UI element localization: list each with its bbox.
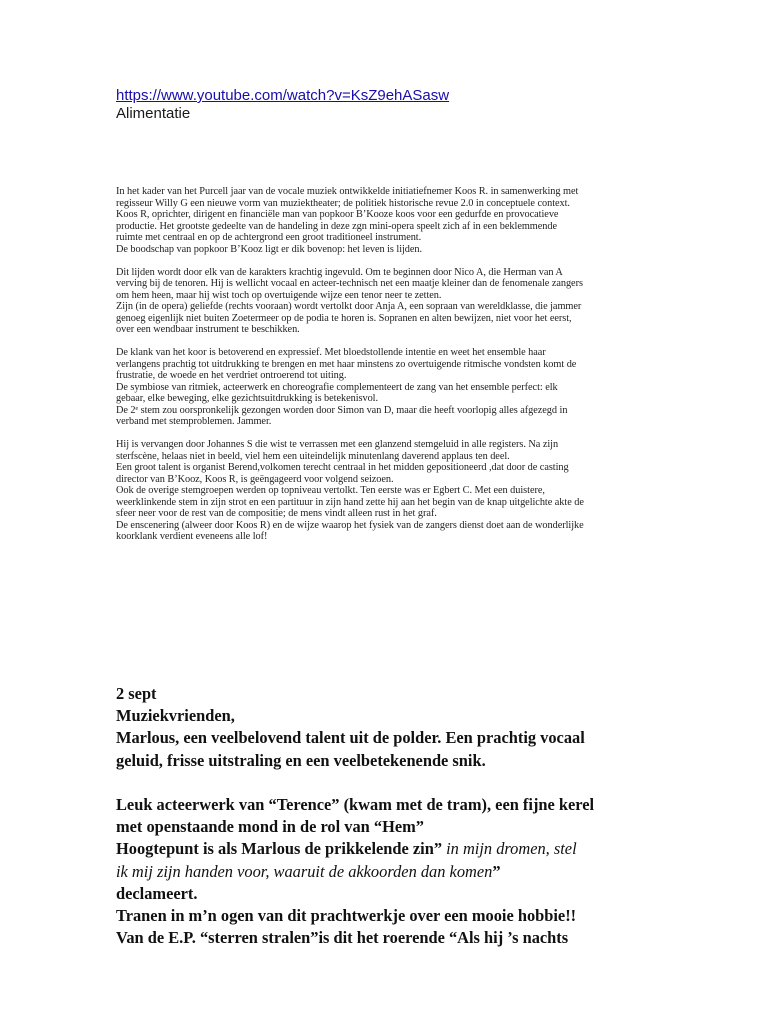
quote-italic: in mijn dromen, stel xyxy=(446,839,577,859)
text-line: Marlous, een veelbelovend talent uit de polder. Een prachtig vocaal xyxy=(116,728,585,748)
paragraph-2 xyxy=(116,267,656,336)
text-line: De symbiose van ritmiek, acteerwerk en choreografie complementeert de zang van het ensemble perfect: elk xyxy=(116,381,558,393)
date-heading: 2 sept xyxy=(116,684,157,703)
text-line: weerklinkende stem in zijn strot en een partituur in zijn hand zette hij aan het begin van de knap uitgelichte akte de xyxy=(116,496,584,508)
text-line: ruimte met centraal en op de achtergrond een groot traditioneel instrument. xyxy=(116,232,422,243)
youtube-link[interactable]: https://www.youtube.com/watch?v=KsZ9ehASasw xyxy=(116,87,450,104)
text-line: declameert. xyxy=(116,883,198,903)
text-line: productie. Het grootste gedeelte van de handeling in deze zgn mini-opera speelt zich af in een beklemmende xyxy=(116,220,558,232)
subtitle-alimentatie: Alimentatie xyxy=(116,105,191,122)
text-line: Een groot talent is organist Berend,volkomen terecht centraal in het midden gepositioneerd ,dat door de casting xyxy=(116,462,569,473)
text-line: De 2ᵉ stem zou oorspronkelijk gezongen worden door Simon van D, maar die heeft voorlopig alles afgezegd in xyxy=(116,404,568,416)
text-line: Zijn (in de opera) geliefde (rechts vooraan) wordt vertolkt door Anja A, een sopraan van wereldklasse, die jammer xyxy=(116,301,582,312)
quote-italic: ik mij zijn handen voor, waaruit de akkoorden dan komen xyxy=(116,861,493,881)
text-line: frustratie, de woede en het verdriet ontroerend tot uiting. xyxy=(116,370,347,381)
text-run: Hoogtepunt is als Marlous de prikkelende zin” xyxy=(116,839,447,859)
text-line: Tranen in m’n ogen van dit prachtwerkje over een mooie hobbie!! xyxy=(116,906,577,926)
text-line: Hij is vervangen door Johannes S die wist te verrassen met een glanzend stemgeluid in alle registers. Na zijn xyxy=(116,439,559,450)
text-line: director van B’Kooz, Koos R, is geëngageerd voor volgend seizoen. xyxy=(116,473,394,485)
paragraph-3 xyxy=(116,347,656,428)
text-line: verband met stemproblemen. Jammer. xyxy=(116,416,272,427)
text-line: gebaar, elke beweging, elke gezichtsuitdrukking is betekenisvol. xyxy=(116,393,379,404)
text-line: om hem heen, maar hij wist toch op overtuigende wijze een tenor neer te zetten. xyxy=(116,289,442,301)
text-line: Van de E.P. “sterren stralen”is dit het roerende “Als hij ’s nachts xyxy=(116,928,569,948)
text-line: sfeer neer voor de rest van de compositie; de mens vindt alleen rust in het graf. xyxy=(116,508,437,519)
text-line: De enscenering (alweer door Koos R) en de wijze waarop het fysiek van de zangers dienst doet aan de wonderlijke xyxy=(116,519,584,531)
text-line: Leuk acteerwerk van “Terence” (kwam met de tram), een fijne kerel xyxy=(116,795,595,814)
text-run: ” xyxy=(492,861,501,881)
review-followup xyxy=(116,683,656,949)
text-line xyxy=(116,861,656,883)
text-line: De klank van het koor is betoverend en expressief. Met bloedstollende intentie en weet het ensemble haar xyxy=(116,347,546,358)
text-line: verlangens prachtig tot uitdrukking te brengen en met haar minstens zo overtuigende ritmische vondsten komt de xyxy=(116,358,577,370)
text-line: regisseur Willy G een nieuwe vorm van muziektheater; de politiek historische revue 2.0 in conceptuele context. xyxy=(116,197,570,209)
paragraph-4 xyxy=(116,439,656,543)
text-line: In het kader van het Purcell jaar van de vocale muziek ontwikkelde initiatiefnemer Koos R. in samenwerking met xyxy=(116,186,579,197)
text-line: Dit lijden wordt door elk van de karakters krachtig ingevuld. Om te beginnen door Nico A, die Herman van A xyxy=(116,266,563,278)
text-line: koorklank verdient eveneens alle lof! xyxy=(116,531,268,542)
text-line: genoeg eigenlijk niet buiten Zoetermeer op de podia te horen is. Sopranen en alten bewijzen, niet voor het eerst, xyxy=(116,312,572,324)
text-line: sterfscène, helaas niet in beeld, viel hem een uiteindelijk minutenlang daverend applaus ten deel. xyxy=(116,450,510,462)
paragraph-gap xyxy=(116,772,656,794)
greeting: Muziekvrienden, xyxy=(116,706,235,726)
paragraph-1 xyxy=(116,186,656,255)
text-line: met openstaande mond in de rol van “Hem” xyxy=(116,817,424,837)
text-line xyxy=(116,838,656,860)
text-line: Ook de overige stemgroepen werden op topniveau vertolkt. Ten eerste was er Egbert C. Met een duistere, xyxy=(116,485,545,496)
text-line: over een wendbaar instrument te beschikken. xyxy=(116,324,300,335)
review-body xyxy=(116,186,656,554)
text-line: verving bij de tenoren. Hij is wellicht vocaal en acteer-technisch net een maatje kleiner dan de fenomenale zangers xyxy=(116,278,583,289)
text-line: De boodschap van popkoor B’Kooz ligt er dik bovenop: het leven is lijden. xyxy=(116,243,423,255)
text-line: geluid, frisse uitstraling en een veelbetekenende snik. xyxy=(116,750,486,770)
text-line: Koos R, oprichter, dirigent en financiële man van popkoor B’Kooze koos voor een gedurfde en provocatieve xyxy=(116,209,559,220)
